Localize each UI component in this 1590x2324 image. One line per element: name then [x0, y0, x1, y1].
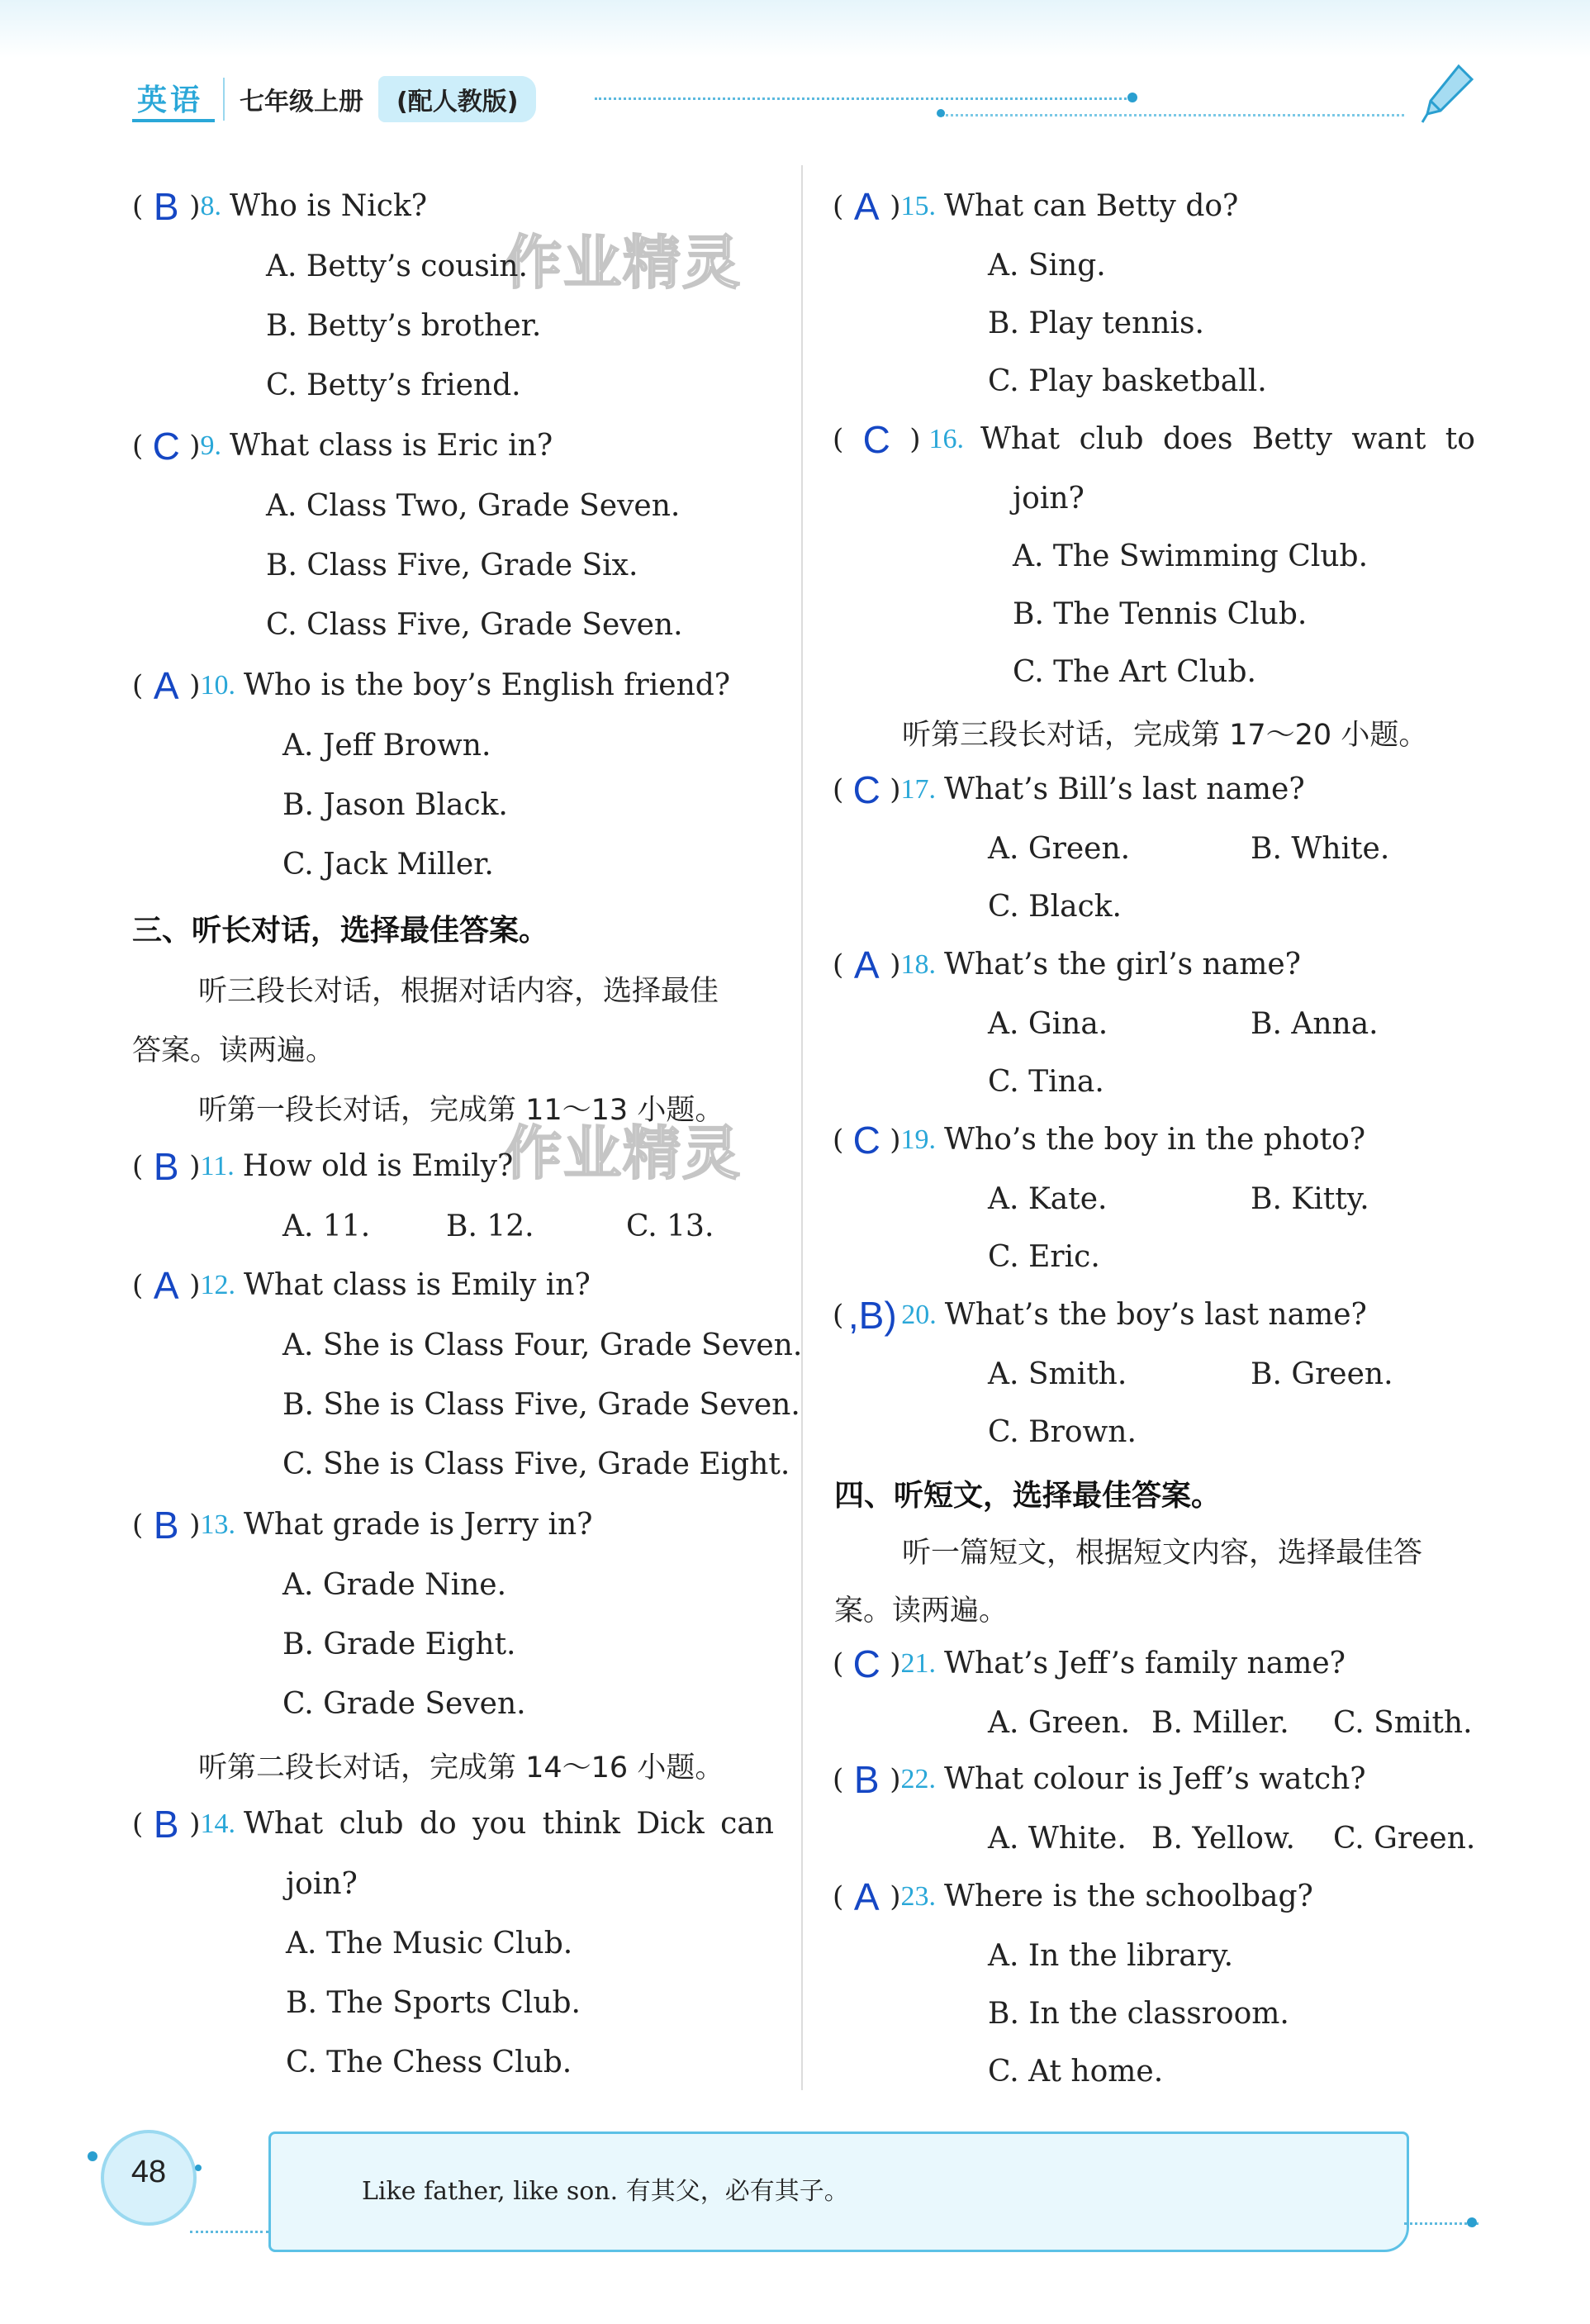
question-text: Who is Nick?	[230, 189, 428, 223]
question-text: What’s the boy’s last name?	[944, 1298, 1367, 1332]
option: B. Yellow.	[1151, 1822, 1295, 1856]
question-number: 9.	[200, 430, 222, 461]
question-12	[132, 1266, 591, 1305]
option: A. Sing.	[988, 249, 1106, 283]
section-heading: 三、听长对话，选择最佳答案。	[132, 914, 549, 948]
paren-open: (	[132, 190, 144, 223]
question-text: Who is the boy’s English friend?	[244, 668, 731, 702]
paren-open: (	[833, 1880, 844, 1913]
question-text: What club does Betty want to	[980, 422, 1475, 456]
question-text: How old is Emily?	[242, 1149, 514, 1183]
option: B. 12.	[446, 1210, 534, 1243]
part-instruction: 听第一段长对话，完成第 11～13 小题。	[198, 1094, 724, 1127]
paren-close: )	[189, 1509, 201, 1542]
paren-close: )	[189, 430, 201, 463]
top-band	[0, 0, 1590, 58]
question-text-continued: join?	[286, 1867, 358, 1901]
option: C. Play basketball.	[988, 364, 1267, 398]
footer-dot	[195, 2165, 202, 2171]
answer-16: C	[862, 418, 890, 461]
paren-close: )	[189, 1269, 201, 1302]
option: A. Kate.	[988, 1182, 1108, 1216]
answer-14: B	[153, 1803, 179, 1846]
paren-open: (	[132, 669, 144, 702]
question-number: 11.	[200, 1151, 235, 1181]
option: B. Miller.	[1151, 1706, 1289, 1740]
option: A. Smith.	[988, 1357, 1127, 1391]
proverb-box	[268, 2132, 1409, 2252]
question-number: 12.	[200, 1270, 236, 1300]
paren-close: )	[189, 669, 201, 702]
section-intro: 答案。读两遍。	[132, 1034, 335, 1067]
option: B. Betty’s brother.	[266, 309, 542, 343]
option: B. Play tennis.	[988, 307, 1204, 340]
paren-close: )	[909, 423, 921, 456]
edition-label: (配人教版)	[378, 76, 536, 122]
header-divider-2	[942, 114, 1404, 116]
option: C. Smith.	[1333, 1706, 1473, 1740]
paren-open: (	[833, 1299, 844, 1332]
option: A. Betty’s cousin.	[266, 250, 528, 283]
question-22	[833, 1760, 1366, 1799]
answer-13: B	[153, 1504, 179, 1547]
question-text: What club do you think Dick can	[244, 1807, 774, 1841]
footer-divider	[190, 2231, 268, 2233]
option: B. Jason Black.	[282, 788, 508, 822]
part-instruction: 听第三段长对话，完成第 17～20 小题。	[902, 719, 1428, 752]
question-21	[833, 1644, 1346, 1684]
answer-10: A	[153, 664, 179, 707]
option: C. Class Five, Grade Seven.	[266, 608, 683, 642]
question-text: Where is the schoolbag?	[944, 1880, 1313, 1913]
question-text: What grade is Jerry in?	[244, 1508, 593, 1542]
paren-close: )	[189, 190, 201, 223]
question-number: 8.	[200, 191, 222, 221]
paren-open: (	[833, 773, 844, 806]
question-number: 21.	[900, 1648, 937, 1679]
question-text: Who’s the boy in the photo?	[944, 1123, 1366, 1157]
option: B. She is Class Five, Grade Seven.	[282, 1388, 800, 1422]
answer-19: C	[852, 1119, 880, 1162]
option: A. 11.	[282, 1210, 371, 1243]
paren-close: )	[890, 1647, 901, 1680]
header-dot	[1127, 93, 1137, 102]
question-14	[132, 1804, 774, 1844]
paren-close: )	[890, 773, 901, 806]
answer-15: A	[853, 185, 880, 228]
question-text: What colour is Jeff’s watch?	[944, 1762, 1366, 1796]
question-text: What class is Emily in?	[244, 1268, 591, 1302]
question-17	[833, 770, 1305, 810]
option: C. She is Class Five, Grade Eight.	[282, 1447, 790, 1481]
question-20	[833, 1295, 1367, 1335]
option: B. Kitty.	[1251, 1182, 1369, 1216]
paren-close: )	[189, 1150, 201, 1183]
option: B. Class Five, Grade Six.	[266, 549, 638, 582]
question-19	[833, 1120, 1365, 1160]
paren-open: (	[833, 1647, 844, 1680]
paren-open: (	[833, 1763, 844, 1796]
answer-22: B	[853, 1758, 880, 1801]
option: C. Black.	[988, 890, 1122, 924]
paren-open: (	[833, 190, 844, 223]
question-15	[833, 187, 1238, 226]
option: B. Anna.	[1251, 1007, 1379, 1041]
answer-20: ,B)	[847, 1294, 897, 1337]
option: C. 13.	[626, 1210, 714, 1243]
option: A. Class Two, Grade Seven.	[266, 489, 681, 523]
paren-open: (	[833, 1124, 844, 1157]
section-heading: 四、听短文，选择最佳答案。	[834, 1479, 1222, 1513]
answer-12: A	[153, 1264, 179, 1307]
option: B. The Sports Club.	[286, 1986, 581, 2020]
question-number: 18.	[900, 949, 937, 980]
option: C. Green.	[1333, 1822, 1476, 1856]
answer-11: B	[153, 1145, 179, 1188]
page-number: 48	[131, 2155, 167, 2189]
footer-dot	[1467, 2217, 1477, 2227]
header-dot	[937, 109, 945, 117]
option: C. Brown.	[988, 1415, 1137, 1449]
option: A. The Swimming Club.	[1013, 539, 1369, 573]
paren-open: (	[833, 948, 844, 981]
paren-close: )	[890, 190, 901, 223]
answer-9: C	[152, 425, 180, 468]
part-instruction: 听第二段长对话，完成第 14～16 小题。	[198, 1751, 724, 1785]
column-divider	[801, 165, 803, 2090]
grade-label: 七年级上册	[223, 78, 378, 121]
option: B. Green.	[1251, 1357, 1393, 1391]
option: B. The Tennis Club.	[1013, 597, 1308, 631]
question-text: What’s the girl’s name?	[944, 948, 1301, 981]
option: C. The Art Club.	[1013, 655, 1256, 689]
answer-8: B	[153, 185, 179, 228]
question-13	[132, 1505, 592, 1545]
option: A. Jeff Brown.	[282, 729, 491, 763]
question-number: 22.	[900, 1764, 937, 1794]
question-text: What’s Jeff’s family name?	[944, 1647, 1346, 1680]
question-8	[132, 187, 427, 226]
section-intro: 听三段长对话，根据对话内容，选择最佳	[198, 975, 719, 1008]
question-text: What class is Eric in?	[230, 429, 553, 463]
question-number: 15.	[900, 191, 937, 221]
option: C. Eric.	[988, 1240, 1100, 1274]
question-number: 20.	[901, 1300, 937, 1330]
option: A. Green.	[988, 832, 1131, 866]
option: B. White.	[1251, 832, 1390, 866]
question-number: 19.	[900, 1124, 937, 1155]
proverb-text: Like father, like son. 有其父，必有其子。	[362, 2177, 849, 2206]
question-text-continued: join?	[1013, 482, 1085, 516]
option: C. Grade Seven.	[282, 1687, 526, 1721]
option: C. Tina.	[988, 1065, 1104, 1099]
question-16	[833, 420, 1475, 459]
option: A. The Music Club.	[286, 1927, 573, 1960]
question-number: 16.	[928, 424, 965, 454]
page-number-badge	[101, 2130, 197, 2226]
option: C. Jack Miller.	[282, 848, 494, 882]
watermark: 作业精灵	[504, 1119, 742, 1187]
paren-close: )	[890, 1124, 901, 1157]
question-text: What can Betty do?	[944, 189, 1239, 223]
option: A. Green.	[988, 1706, 1131, 1740]
paren-open: (	[132, 430, 144, 463]
paren-open: (	[132, 1150, 144, 1183]
option: A. She is Class Four, Grade Seven.	[282, 1328, 803, 1362]
option: C. At home.	[988, 2055, 1164, 2089]
question-23	[833, 1877, 1313, 1917]
question-text: What’s Bill’s last name?	[944, 772, 1305, 806]
paren-close: )	[890, 1880, 901, 1913]
option: A. Gina.	[988, 1007, 1108, 1041]
question-number: 13.	[200, 1509, 236, 1540]
page-header	[132, 76, 536, 122]
question-18	[833, 945, 1301, 985]
option: A. Grade Nine.	[282, 1568, 507, 1602]
paren-open: (	[132, 1269, 144, 1302]
question-number: 14.	[200, 1808, 236, 1839]
paren-close: )	[890, 1763, 901, 1796]
option: B. In the classroom.	[988, 1997, 1289, 2031]
answer-21: C	[852, 1642, 880, 1685]
option: A. In the library.	[988, 1939, 1234, 1973]
answer-23: A	[853, 1875, 880, 1918]
question-10	[132, 666, 730, 706]
question-number: 10.	[200, 670, 236, 701]
question-11	[132, 1147, 513, 1186]
watermark: 作业精灵	[504, 229, 742, 297]
question-number: 17.	[900, 774, 937, 805]
option: C. The Chess Club.	[286, 2046, 572, 2079]
paren-open: (	[132, 1808, 144, 1841]
section-intro: 案。读两遍。	[834, 1594, 1009, 1628]
answer-18: A	[853, 943, 880, 986]
paren-close: )	[189, 1808, 201, 1841]
footer-dot	[88, 2151, 97, 2161]
subject-label: 英语	[132, 77, 215, 122]
section-intro: 听一篇短文，根据短文内容，选择最佳答	[902, 1537, 1423, 1570]
pen-icon	[1419, 61, 1477, 127]
paren-open: (	[132, 1509, 144, 1542]
question-9	[132, 426, 553, 466]
question-number: 23.	[900, 1881, 937, 1912]
option: C. Betty’s friend.	[266, 368, 521, 402]
paren-open: (	[833, 423, 844, 456]
header-divider	[595, 97, 1132, 100]
paren-close: )	[890, 948, 901, 981]
option: B. Grade Eight.	[282, 1628, 516, 1661]
answer-17: C	[852, 768, 880, 811]
option: A. White.	[988, 1822, 1127, 1856]
